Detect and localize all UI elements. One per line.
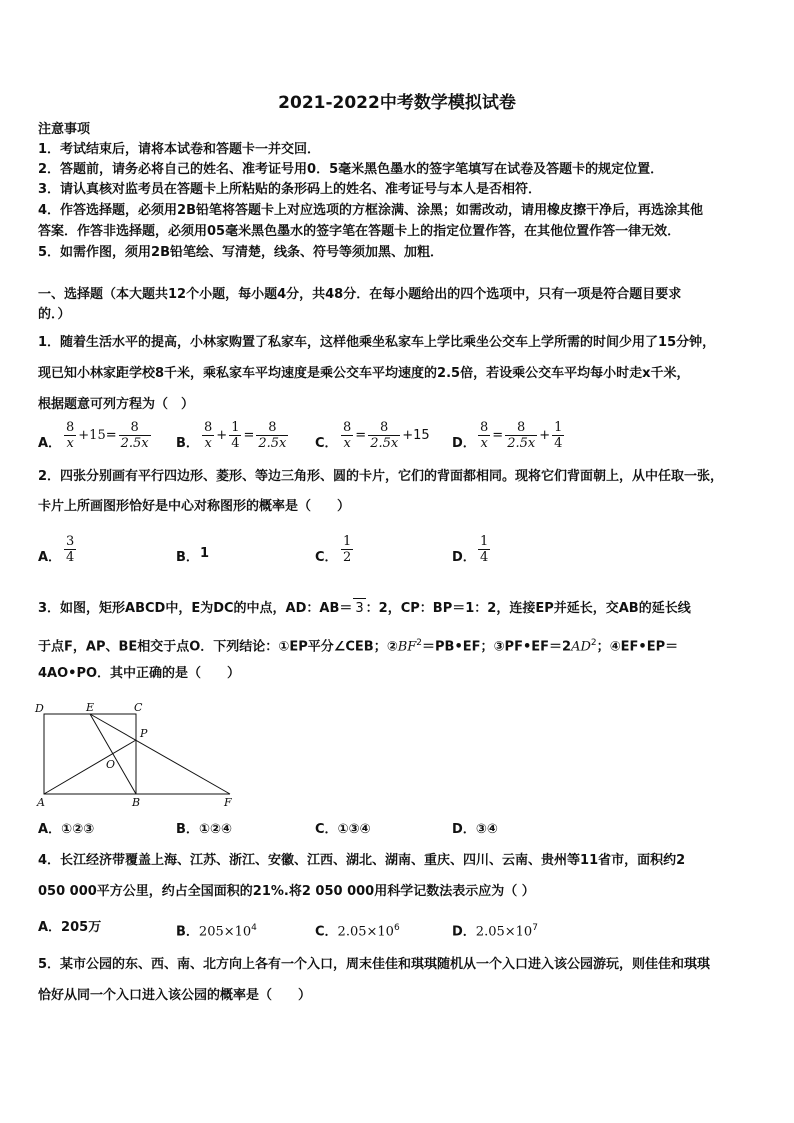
option-d: [452, 918, 538, 942]
formula-term: +15: [402, 428, 430, 443]
fraction-denominator: x: [204, 436, 212, 451]
label-d: D: [35, 702, 44, 715]
equals-sign: =: [355, 428, 367, 443]
fraction-numerator: 1: [480, 534, 489, 549]
sci-base: 205×10: [198, 924, 252, 940]
option-label: B．: [176, 924, 199, 940]
geometry-figure: [30, 700, 245, 810]
fraction-numerator: 1: [231, 420, 240, 435]
question-2-options: [38, 534, 778, 574]
sci-base: 2.05×10: [337, 924, 394, 940]
option-label: C．: [315, 924, 338, 940]
option-a: A．205万: [38, 920, 102, 935]
fraction-denominator: 4: [231, 436, 240, 451]
fraction-denominator: x: [480, 436, 488, 451]
fraction-denominator: 4: [480, 550, 489, 565]
question-5-line: 恰好从同一个入口进入该公园的概率是（ ）: [38, 988, 312, 1003]
formula-term: +15: [78, 428, 106, 443]
question-3-text: 于点F，AP、BE相交于点O．下列结论：①EP平分∠CEB；②: [38, 639, 398, 655]
option-a-value: [62, 534, 78, 565]
plus-sign: +: [216, 428, 228, 443]
fraction-denominator: 2.5x: [120, 436, 149, 451]
question-3-text: ：2，CP：BP＝1：2，连接EP并延长，交AB的延长线: [365, 601, 691, 616]
math-term: BF: [397, 639, 417, 655]
fraction-denominator: 4: [66, 550, 75, 565]
exponent: 7: [532, 923, 538, 933]
note-item: 4．作答选择题，必须用2B铅笔将答题卡上对应选项的方框涂满、涂黑；如需改动，请用橡皮擦干净后，再选涂其他: [38, 203, 704, 218]
fraction-numerator: 8: [343, 420, 352, 435]
fraction-denominator: x: [66, 436, 74, 451]
equals-sign: =: [105, 428, 117, 443]
question-1-options: [38, 420, 778, 460]
fraction-numerator: 8: [256, 420, 288, 436]
option-c-label: C．: [315, 550, 338, 565]
question-1-line: 根据题意可列方程为（ ）: [38, 397, 195, 412]
option-d-formula: [476, 420, 566, 451]
page-title: 2021-2022中考数学模拟试卷: [278, 93, 516, 113]
fraction-numerator: 8: [505, 420, 537, 436]
option-a-formula: [62, 420, 153, 451]
sci-base: 2.05×10: [475, 924, 533, 940]
fraction-numerator: 8: [480, 420, 489, 435]
question-3-text: ＝PB•EF；③PF•EF＝2: [422, 639, 572, 655]
option-b: [176, 918, 257, 942]
option-c-label: C．: [315, 436, 338, 451]
fraction-numerator: 8: [204, 420, 213, 435]
note-item: 3．请认真核对监考员在答题卡上所粘贴的条形码上的姓名、准考证号与本人是否相符．: [38, 182, 542, 197]
question-3-line: 4AO•PO．其中正确的是（ ）: [38, 666, 241, 681]
option-b-formula: [200, 420, 290, 451]
equals-sign: =: [492, 428, 504, 443]
note-item: 5．如需作图，须用2B铅笔绘、写清楚，线条、符号等须加黑、加粗．: [38, 245, 443, 260]
option-c: [315, 918, 400, 942]
plus-sign: +: [539, 428, 551, 443]
fraction-denominator: 2.5x: [370, 436, 399, 451]
label-b: B: [132, 796, 141, 809]
line-ap: [44, 740, 136, 794]
section-heading-line2: 的．）: [38, 307, 71, 322]
fraction-numerator: 1: [554, 420, 563, 435]
note-item: 2．答题前，请务必将自己的姓名、准考证号用0．5毫米黑色墨水的签字笔填写在试卷及答题卡的规定位置．: [38, 162, 664, 177]
question-2-line: 2．四张分别画有平行四边形、菱形、等边三角形、圆的卡片，它们的背面都相同。现将它们背面朝上，从中任取一张，: [38, 469, 724, 484]
question-4-line: 4．长江经济带覆盖上海、江苏、浙江、安徽、江西、湖北、湖南、重庆、四川、云南、贵州等11省市，面积约2: [38, 853, 686, 868]
question-5-line: 5．某市公园的东、西、南、北方向上各有一个入口，周末佳佳和琪琪随机从一个入口进入该公园游玩，则佳佳和琪琪: [38, 957, 711, 972]
question-3-text: 3．如图，矩形ABCD中，E为DC的中点，AD：AB＝: [38, 601, 353, 616]
question-3-line: [38, 633, 678, 657]
fraction-numerator: 8: [119, 420, 151, 436]
option-b-label: B．: [176, 436, 199, 451]
label-f: F: [224, 796, 232, 809]
fraction-denominator: 2: [343, 550, 352, 565]
fraction-denominator: 2.5x: [507, 436, 536, 451]
line-be: [90, 714, 136, 794]
exponent: 4: [251, 923, 257, 933]
note-item: 答案．作答非选择题，必须用05毫米黑色墨水的签字笔在答题卡上的指定位置作答，在其他位置作答一律无效．: [38, 224, 681, 239]
option-a-label: A．: [38, 436, 62, 451]
line-ef: [90, 714, 230, 794]
notes-heading: 注意事项: [38, 122, 91, 137]
question-2-line: 卡片上所画图形恰好是中心对称图形的概率是（ ）: [38, 499, 351, 514]
option-c: C．①③④: [315, 822, 371, 837]
option-a-label: A．: [38, 550, 62, 565]
label-c: C: [134, 701, 143, 714]
question-4-line: 050 000平方公里，约占全国面积的21%.将2 050 000用科学记数法表示应为（ ）: [38, 884, 535, 899]
fraction-numerator: 1: [343, 534, 352, 549]
option-a: A．①②③: [38, 822, 95, 837]
option-d: D．③④: [452, 822, 498, 837]
question-1-line: 1．随着生活水平的提高，小林家购置了私家车，这样他乘坐私家车上学比乘坐公交车上学所需的时间少用了15分钟，: [38, 335, 716, 350]
section-heading-line1: 一、选择题（本大题共12个小题，每小题4分，共48分．在每小题给出的四个选项中，只有一项是符合题目要求: [38, 287, 682, 302]
fraction-numerator: 8: [66, 420, 75, 435]
question-1-line: 现已知小林家距学校8千米，乘私家车平均速度是乘公交车平均速度的2.5倍，若设乘公交车平均每小时走x千米，: [38, 366, 690, 381]
option-b-label: B．: [176, 550, 199, 565]
equals-sign: =: [243, 428, 255, 443]
math-term: AD: [571, 639, 591, 655]
note-item: 1．考试结束后，请将本试卷和答题卡一并交回．: [38, 142, 321, 157]
label-a: A: [37, 796, 45, 809]
label-o: O: [106, 758, 116, 771]
option-d-label: D．: [452, 436, 476, 451]
exponent: 2: [590, 638, 597, 648]
fraction-denominator: 4: [554, 436, 563, 451]
fraction-numerator: 8: [368, 420, 400, 436]
option-b: B．①②④: [176, 822, 232, 837]
fraction-denominator: x: [343, 436, 351, 451]
question-3-line: [38, 598, 691, 619]
option-label: D．: [452, 924, 476, 940]
option-c-formula: [339, 420, 430, 451]
rectangle-abcd: [44, 714, 136, 794]
label-e: E: [86, 701, 95, 714]
option-b-value: 1: [200, 546, 210, 561]
fraction-numerator: 3: [66, 534, 75, 549]
option-c-value: [339, 534, 355, 565]
sqrt-radicand: 3: [353, 598, 365, 619]
option-d-label: D．: [452, 550, 476, 565]
fraction-denominator: 2.5x: [258, 436, 287, 451]
exponent: 6: [393, 923, 400, 933]
option-d-value: [476, 534, 492, 565]
exponent: 2: [416, 638, 423, 648]
label-p: P: [140, 727, 148, 740]
question-3-text: ；④EF•EP＝: [596, 639, 679, 655]
